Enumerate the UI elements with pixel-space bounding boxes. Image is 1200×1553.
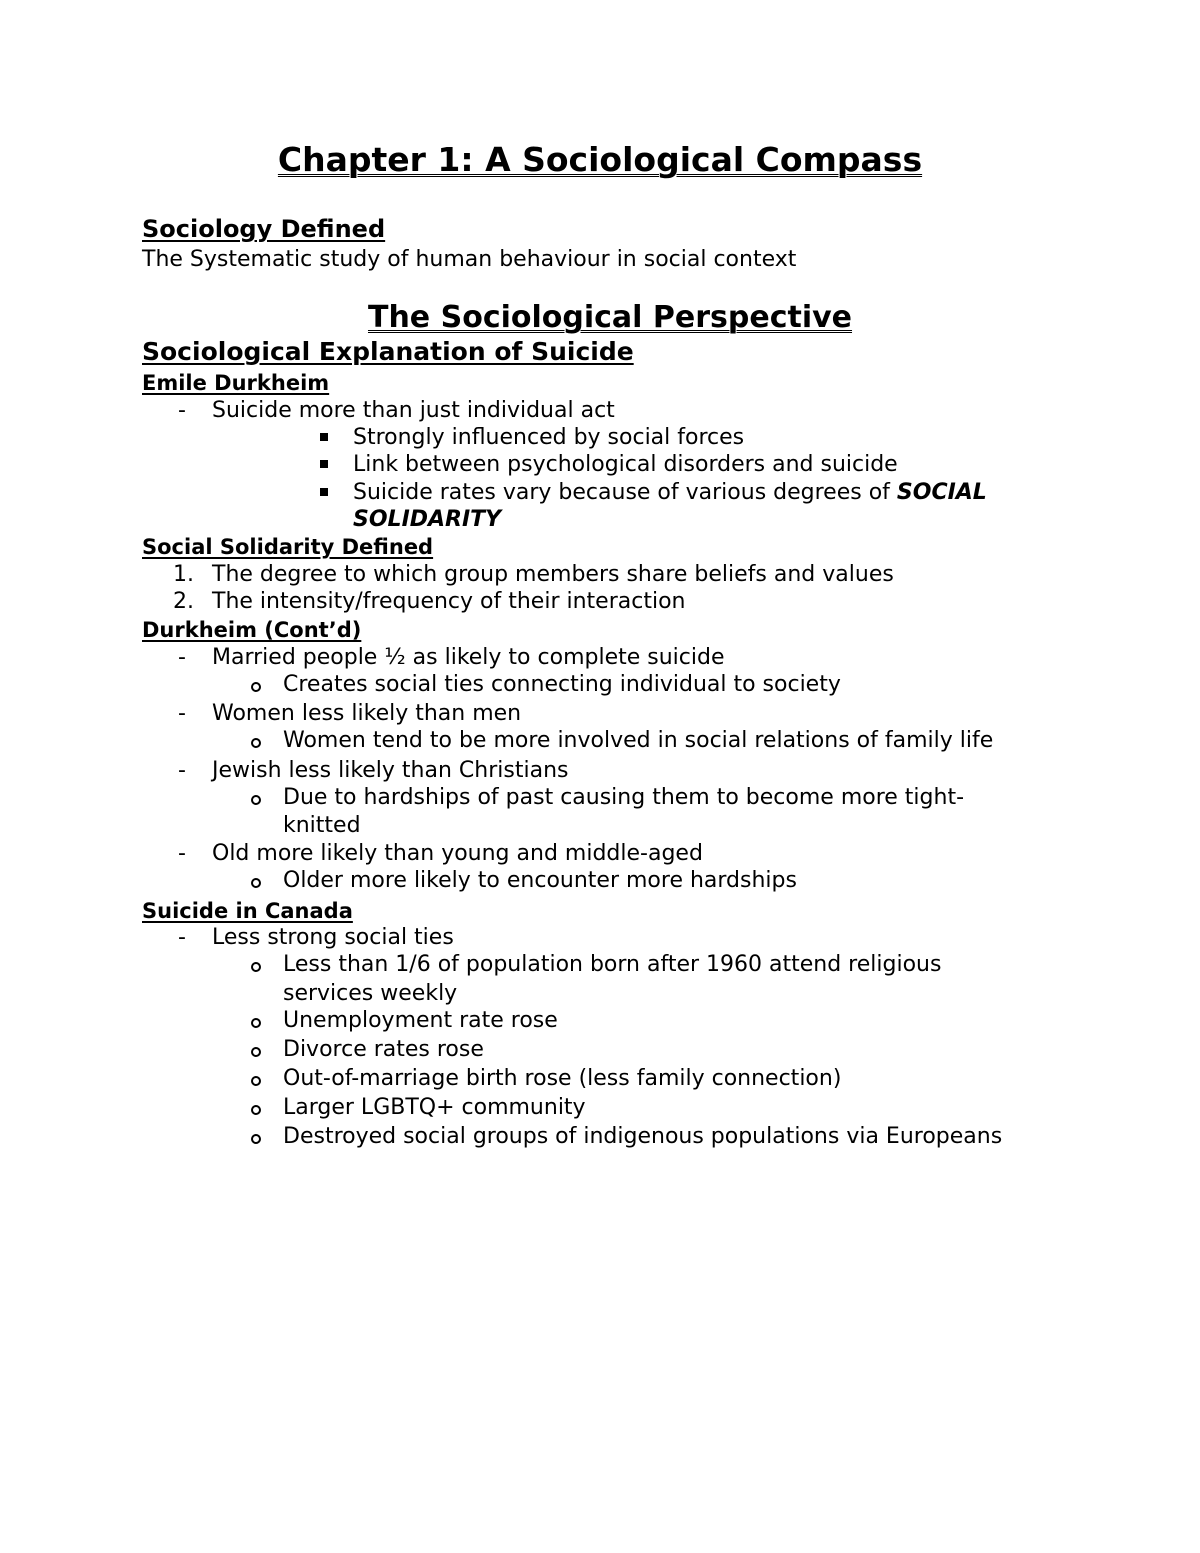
sociology-defined-text: The Systematic study of human behaviour in social context (142, 247, 797, 272)
dash-bullet: - (178, 758, 186, 783)
canada-heading: Suicide in Canada (142, 899, 353, 923)
list-number: 1. (173, 562, 194, 587)
list-item: Women tend to be more involved in social relations of family life (283, 728, 994, 753)
list-item: Suicide rates vary because of various degrees of SOCIAL (353, 480, 987, 505)
list-item: Less than 1/6 of population born after 1960 attend religious (283, 952, 942, 977)
circle-bullet-icon (251, 738, 261, 748)
list-item: Divorce rates rose (283, 1037, 484, 1062)
dash-bullet: - (178, 841, 186, 866)
list-item: Less strong social ties (212, 925, 454, 950)
list-item: Creates social ties connecting individual to society (283, 672, 841, 697)
dash-bullet: - (178, 398, 186, 423)
circle-bullet-icon (251, 878, 261, 888)
list-item-continuation: knitted (283, 813, 361, 838)
square-bullet-icon (320, 488, 328, 496)
list-item: The degree to which group members share beliefs and values (212, 562, 894, 587)
circle-bullet-icon (251, 682, 261, 692)
circle-bullet-icon (251, 962, 261, 972)
durkheim-contd-heading: Durkheim (Cont’d) (142, 618, 362, 642)
list-item: The intensity/frequency of their interaction (212, 589, 686, 614)
dash-bullet: - (178, 701, 186, 726)
circle-bullet-icon (251, 1076, 261, 1086)
solidarity-heading: Social Solidarity Defined (142, 535, 434, 559)
circle-bullet-icon (251, 1134, 261, 1144)
dash-bullet: - (178, 925, 186, 950)
list-item: Old more likely than young and middle-aged (212, 841, 703, 866)
circle-bullet-icon (251, 1018, 261, 1028)
list-item: Link between psychological disorders and suicide (353, 452, 898, 477)
list-item-continuation: services weekly (283, 981, 458, 1006)
list-item: Jewish less likely than Christians (212, 758, 569, 783)
circle-bullet-icon (251, 1105, 261, 1115)
list-item: Unemployment rate rose (283, 1008, 558, 1033)
circle-bullet-icon (251, 1047, 261, 1057)
list-item: Suicide more than just individual act (212, 398, 615, 423)
page-title (0, 138, 1200, 182)
dash-bullet: - (178, 645, 186, 670)
list-item: Strongly influenced by social forces (353, 425, 745, 450)
list-item: Women less likely than men (212, 701, 522, 726)
list-item: Larger LGBTQ+ community (283, 1095, 586, 1120)
list-item-continuation: SOLIDARITY (353, 507, 502, 532)
list-item: Destroyed social groups of indigenous populations via Europeans (283, 1124, 1003, 1149)
circle-bullet-icon (251, 795, 261, 805)
square-bullet-icon (320, 433, 328, 441)
suicide-explanation-heading: Sociological Explanation of Suicide (142, 337, 634, 366)
list-number: 2. (173, 589, 194, 614)
list-item: Out-of-marriage birth rose (less family connection) (283, 1066, 842, 1091)
page-title-text: Chapter 1: A Sociological Compass (277, 140, 923, 179)
sociology-defined-heading: Sociology Defined (142, 215, 386, 243)
durkheim-heading: Emile Durkheim (142, 371, 330, 395)
list-item: Due to hardships of past causing them to become more tight- (283, 785, 965, 810)
list-item: Married people ½ as likely to complete suicide (212, 645, 725, 670)
perspective-heading: The Sociological Perspective (367, 300, 853, 335)
list-item: Older more likely to encounter more hardships (283, 868, 797, 893)
square-bullet-icon (320, 460, 328, 468)
